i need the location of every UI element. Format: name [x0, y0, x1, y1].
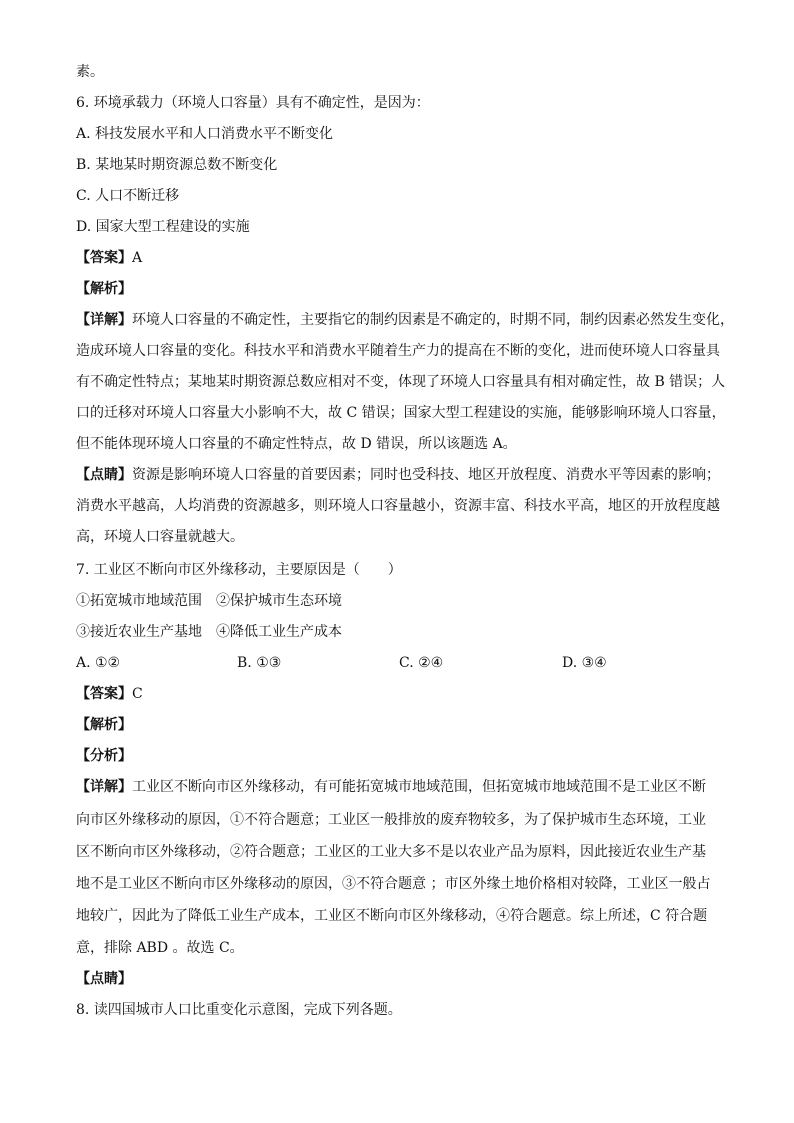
analysis-tag: 【解析】: [76, 717, 132, 733]
comment-text: 资源是影响环境人口容量的首要因素；同时也受科技、地区开放程度、消费水平等因素的影响；: [132, 467, 720, 483]
option-d: D. ③④: [562, 655, 607, 671]
detail-line: [76, 310, 736, 330]
comment-line: [76, 465, 736, 485]
text-line: 造成环境人口容量的变化。科技水平和消费水平随着生产力的提高在不断的变化，进而使环境人口容量具: [76, 343, 720, 359]
question-6-option-d: D. 国家大型工程建设的实施: [76, 219, 250, 235]
answer-value: C: [132, 686, 143, 702]
option-b: B. ①③: [237, 655, 282, 671]
answer-tag: 【答案】: [76, 250, 132, 266]
text-line: 口的迁移对环境人口容量大小影响不大，故 C 错误；国家大型工程建设的实施，能够影响环境人口容量，: [76, 405, 726, 421]
answer-tag: 【答案】: [76, 686, 132, 702]
text-line: 地较广，因此为了降低工业生产成本，工业区不断向市区外缘移动，④符合题意。综上所述，C 符合题: [76, 908, 708, 924]
answer-line-7: [76, 684, 726, 704]
analysis-tag: 【解析】: [76, 281, 132, 297]
option-a: A. ①②: [76, 655, 121, 671]
text-line: 消费水平越高，人均消费的资源越多，则环境人口容量越小，资源丰富、科技水平高，地区的开放程度越: [76, 498, 720, 514]
question-7-items-1: ①拓宽城市地域范围 ②保护城市生态环境: [76, 593, 342, 609]
question-7-stem: 7. 工业区不断向市区外缘移动，主要原因是（ ）: [76, 562, 402, 578]
question-6-option-b: B. 某地某时期资源总数不断变化: [76, 157, 278, 173]
text-line: 地不是工业区不断向市区外缘移动的原因，③不符合题意 ；市区外缘土地价格相对较降，工业区一般占: [76, 876, 711, 892]
question-6-stem: 6. 环境承载力（环境人口容量）具有不确定性，是因为：: [76, 95, 430, 111]
text-line: 但不能体现环境人口容量的不确定性特点，故 D 错误，所以该题选 A。: [76, 436, 517, 452]
comment-tag: 【点睛】: [76, 467, 132, 483]
text-line: 区不断向市区外缘移动，②符合题意；工业区的工业大多不是以农业产品为原料，因此接近农业生产基: [76, 844, 706, 860]
text-line: 有不确定性特点；某地某时期资源总数应相对不变，体现了环境人口容量具有相对确定性，故 B 错误；人: [76, 374, 726, 390]
question-8-stem: 8. 读四国城市人口比重变化示意图，完成下列各题。: [76, 1002, 402, 1018]
text-line: 素。: [76, 64, 104, 80]
detail-line: [76, 777, 736, 797]
detail-tag: 【详解】: [76, 312, 132, 328]
answer-line-6: [76, 248, 726, 268]
detail-tag: 【详解】: [76, 779, 132, 795]
question-6-option-c: C. 人口不断迁移: [76, 188, 180, 204]
answer-value: A: [132, 250, 143, 266]
text-line: 意，排除 ABD 。故选 C。: [76, 940, 244, 956]
option-c: C. ②④: [399, 655, 444, 671]
question-7-items-2: ③接近农业生产基地 ④降低工业生产成本: [76, 624, 342, 640]
text-line: 向市区外缘移动的原因，①不符合题意；工业区一般排放的废弃物较多，为了保护城市生态环境，工业: [76, 812, 706, 828]
analysis-sub-tag: 【分析】: [76, 748, 132, 764]
detail-text: 工业区不断向市区外缘移动，有可能拓宽城市地域范围，但拓宽城市地域范围不是工业区不断: [132, 779, 706, 795]
detail-text: 环境人口容量的不确定性，主要指它的制约因素是不确定的，时期不同，制约因素必然发生变化，: [132, 312, 734, 328]
question-7-options: [76, 653, 726, 673]
comment-tag: 【点睛】: [76, 971, 132, 987]
question-6-option-a: A. 科技发展水平和人口消费水平不断变化: [76, 126, 334, 142]
text-line: 高，环境人口容量就越大。: [76, 529, 244, 545]
